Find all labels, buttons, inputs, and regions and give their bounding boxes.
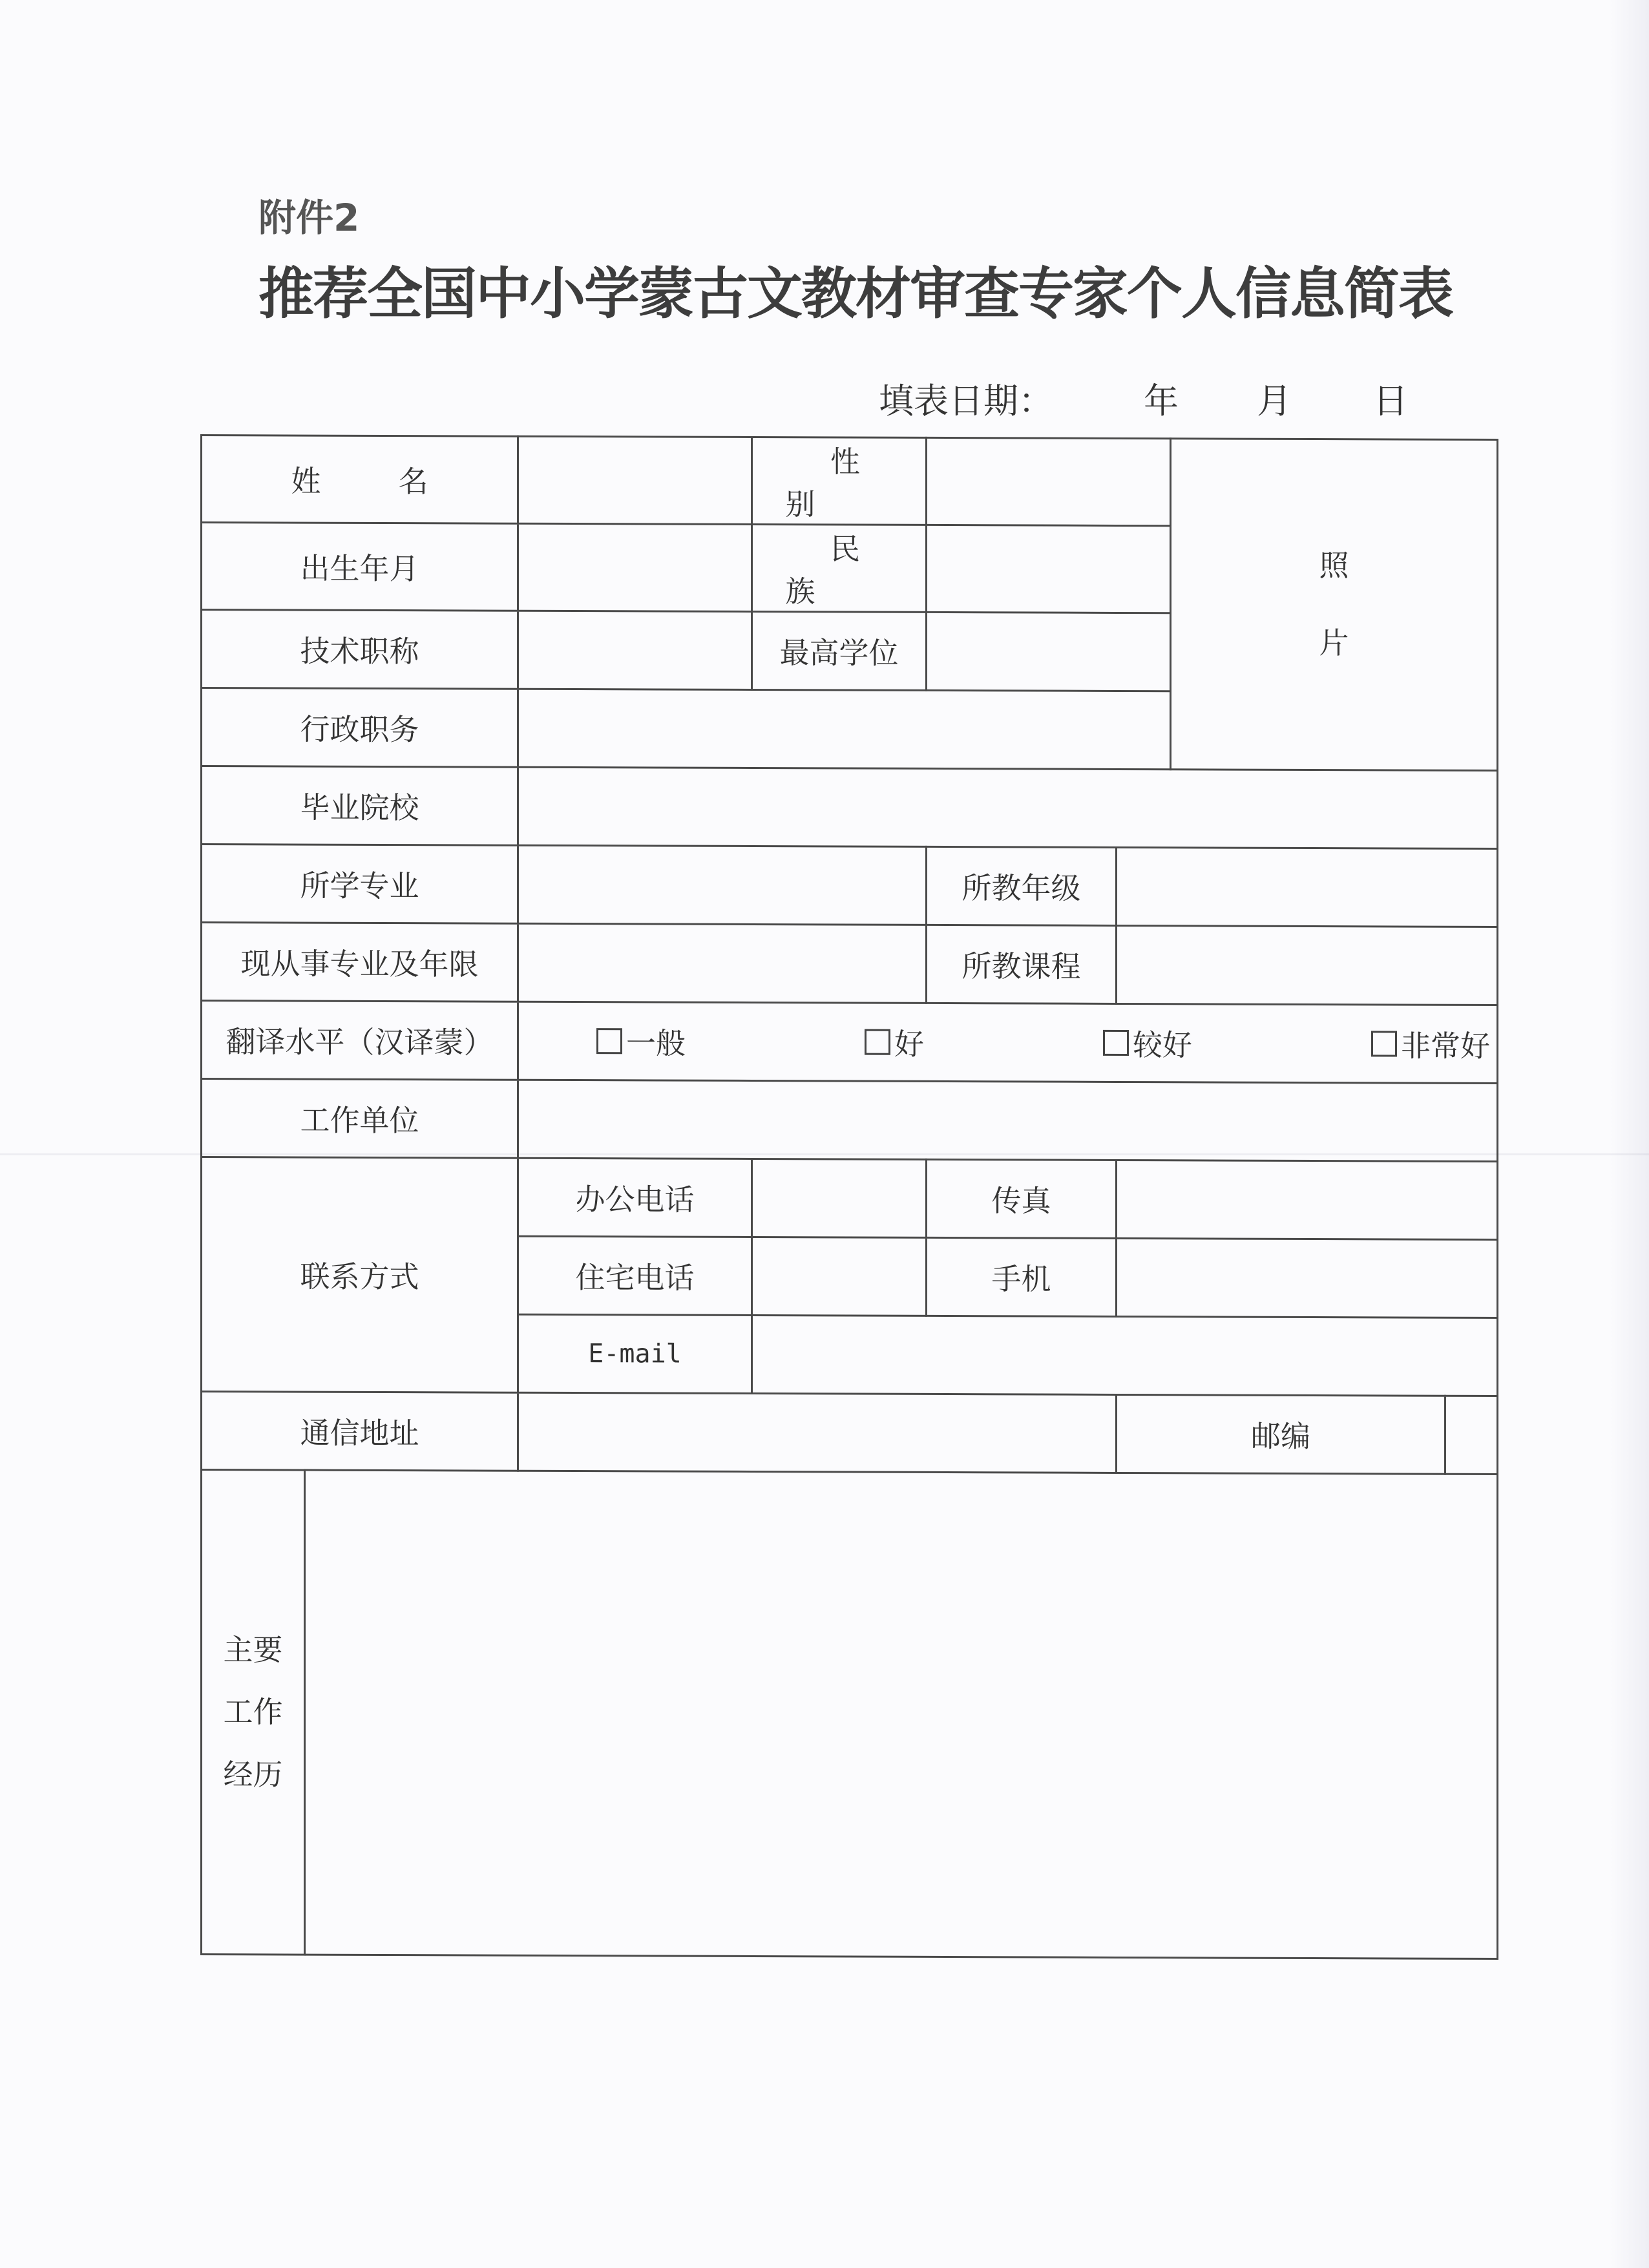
row-contact-1	[202, 1157, 1498, 1240]
row-experience	[202, 1470, 1498, 1959]
checkbox-icon[interactable]	[865, 1029, 890, 1055]
admin-post-label: 行政职务	[202, 688, 518, 768]
row-workplace	[202, 1079, 1498, 1162]
birth-field[interactable]	[518, 523, 752, 611]
title-field[interactable]	[518, 611, 752, 689]
grade-label: 所教年级	[927, 846, 1117, 925]
row-current-major	[202, 923, 1498, 1005]
name-label: 姓名	[202, 436, 518, 524]
address-label: 通信地址	[202, 1392, 518, 1471]
option-general[interactable]: 一般	[596, 1020, 686, 1062]
photo-char-1: 照	[1319, 547, 1349, 583]
email-label: E-mail	[518, 1314, 752, 1393]
option-better[interactable]: 较好	[1103, 1022, 1192, 1064]
row-address	[202, 1392, 1498, 1475]
checkbox-icon[interactable]	[1103, 1030, 1129, 1056]
workplace-field[interactable]	[518, 1080, 1498, 1161]
current-major-field[interactable]	[518, 923, 927, 1003]
grade-field[interactable]	[1117, 847, 1498, 927]
contact-label: 联系方式	[202, 1157, 518, 1393]
checkbox-icon[interactable]	[1371, 1031, 1397, 1056]
major-field[interactable]	[518, 845, 927, 925]
fax-label: 传真	[927, 1159, 1117, 1238]
scan-edge	[1610, 0, 1649, 2268]
experience-field[interactable]	[305, 1470, 1498, 1958]
office-phone-label: 办公电话	[518, 1158, 752, 1237]
degree-label: 最高学位	[752, 611, 927, 690]
translation-options	[518, 1002, 1498, 1083]
mobile-field[interactable]	[1117, 1238, 1498, 1318]
admin-post-field[interactable]	[518, 689, 1171, 770]
home-phone-label: 住宅电话	[518, 1236, 752, 1315]
option-good[interactable]: 好	[865, 1021, 924, 1064]
ethnicity-label: 民族	[752, 524, 927, 612]
row-major	[202, 845, 1498, 927]
row-name	[202, 436, 1498, 527]
gender-label: 性别	[752, 437, 927, 525]
date-day: 日	[1373, 381, 1408, 421]
row-school	[202, 766, 1498, 849]
option-excellent[interactable]: 非常好	[1371, 1022, 1490, 1066]
home-phone-field[interactable]	[752, 1237, 927, 1316]
page-title: 推荐全国中小学蒙古文教材审查专家个人信息简表	[258, 261, 1453, 326]
current-major-label: 现从事专业及年限	[202, 923, 518, 1002]
school-label: 毕业院校	[202, 766, 518, 846]
info-form	[200, 434, 1498, 1960]
checkbox-icon[interactable]	[596, 1028, 622, 1054]
date-year: 年	[1144, 381, 1179, 421]
workplace-label: 工作单位	[202, 1079, 518, 1159]
course-label: 所教课程	[927, 925, 1117, 1003]
postcode-label: 邮编	[1117, 1394, 1445, 1474]
row-translation	[202, 1001, 1498, 1084]
email-field[interactable]	[752, 1315, 1498, 1396]
gender-field[interactable]	[927, 437, 1171, 525]
title-label: 技术职称	[202, 610, 518, 689]
ethnicity-field[interactable]	[927, 525, 1171, 613]
experience-label: 主要 工作 经历	[202, 1470, 305, 1955]
degree-field[interactable]	[927, 612, 1171, 691]
date-label: 填表日期：	[879, 381, 1053, 421]
translation-label: 翻译水平（汉译蒙）	[202, 1001, 518, 1080]
name-field[interactable]	[518, 436, 752, 524]
office-phone-field[interactable]	[752, 1159, 927, 1237]
attachment-label: 附件2	[258, 196, 360, 240]
major-label: 所学专业	[202, 845, 518, 924]
photo-area[interactable]	[1171, 439, 1498, 771]
fax-field[interactable]	[1117, 1160, 1498, 1239]
mobile-label: 手机	[927, 1237, 1117, 1316]
date-month: 月	[1257, 381, 1292, 421]
birth-label: 出生年月	[202, 523, 518, 611]
address-field[interactable]	[518, 1392, 1117, 1473]
postcode-field[interactable]	[1445, 1396, 1498, 1474]
photo-char-2: 片	[1319, 625, 1349, 660]
course-field[interactable]	[1117, 925, 1498, 1005]
school-field[interactable]	[518, 767, 1498, 848]
